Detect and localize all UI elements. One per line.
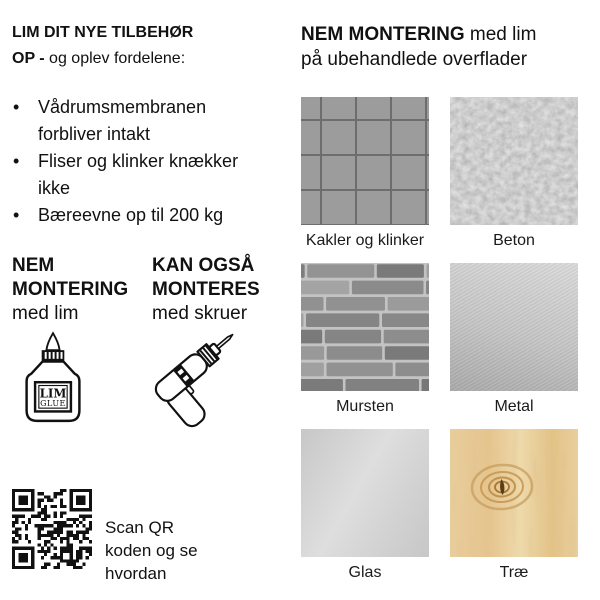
benefit-item: [13, 148, 275, 202]
left-headline-line1: LIM DIT NYE TILBEHØR: [12, 24, 194, 41]
brick-swatch: [301, 263, 429, 391]
material-metal: [450, 263, 578, 417]
material-label: Beton: [493, 232, 535, 249]
left-headline: [12, 20, 290, 72]
glass-swatch: [301, 429, 429, 557]
drill-icon: [146, 330, 238, 439]
qr-caption: Scan QR koden og se hvordan: [105, 518, 198, 583]
tiles-swatch: [301, 97, 429, 225]
concrete-swatch: [450, 97, 578, 225]
material-brick: [301, 263, 429, 417]
bullet-dot: •: [13, 205, 20, 225]
qr-code: [12, 489, 92, 569]
right-headline-line2: på ubehandlede overflader: [301, 49, 528, 70]
material-tiles: [301, 97, 429, 251]
glue-bottle-icon: [20, 328, 86, 432]
benefit-text: Fliser og klinker knækker ikke: [38, 151, 239, 198]
benefit-text: Bæreevne op til 200 kg: [38, 205, 224, 225]
benefit-text: Vådrumsmembranen forbliver intakt: [38, 97, 207, 144]
metal-swatch: [450, 263, 578, 391]
bullet-dot: •: [13, 151, 20, 171]
glue-option-title: NEM MONTERING: [12, 255, 129, 300]
glue-option-subtitle: med lim: [12, 303, 79, 324]
material-glass: [301, 429, 429, 583]
glue-bottle-label-lim: LIM: [39, 386, 67, 401]
bullet-dot: •: [13, 97, 20, 117]
wood-swatch: [450, 429, 578, 557]
material-label: Mursten: [336, 398, 394, 415]
screw-option-block: [152, 254, 288, 326]
material-label: Glas: [348, 564, 382, 581]
material-label: Metal: [494, 398, 534, 415]
benefit-item: [13, 202, 275, 229]
benefit-item: [13, 94, 275, 148]
material-wood: [450, 429, 578, 583]
glue-bottle-label-glue: GLUE: [40, 399, 66, 409]
material-concrete: [450, 97, 578, 251]
benefits-list: [13, 94, 275, 229]
materials-grid: [301, 97, 581, 587]
right-headline-line1: NEM MONTERING med lim: [301, 24, 537, 45]
material-label: Træ: [499, 564, 529, 581]
screw-option-subtitle: med skruer: [152, 303, 248, 324]
right-headline: [301, 22, 589, 72]
material-label: Kakler og klinker: [305, 232, 425, 249]
screw-option-title: KAN OGSÅ MONTERES: [152, 255, 260, 300]
left-headline-line2: OP - og oplev fordelene:: [12, 50, 186, 67]
glue-option-block: [12, 254, 146, 409]
